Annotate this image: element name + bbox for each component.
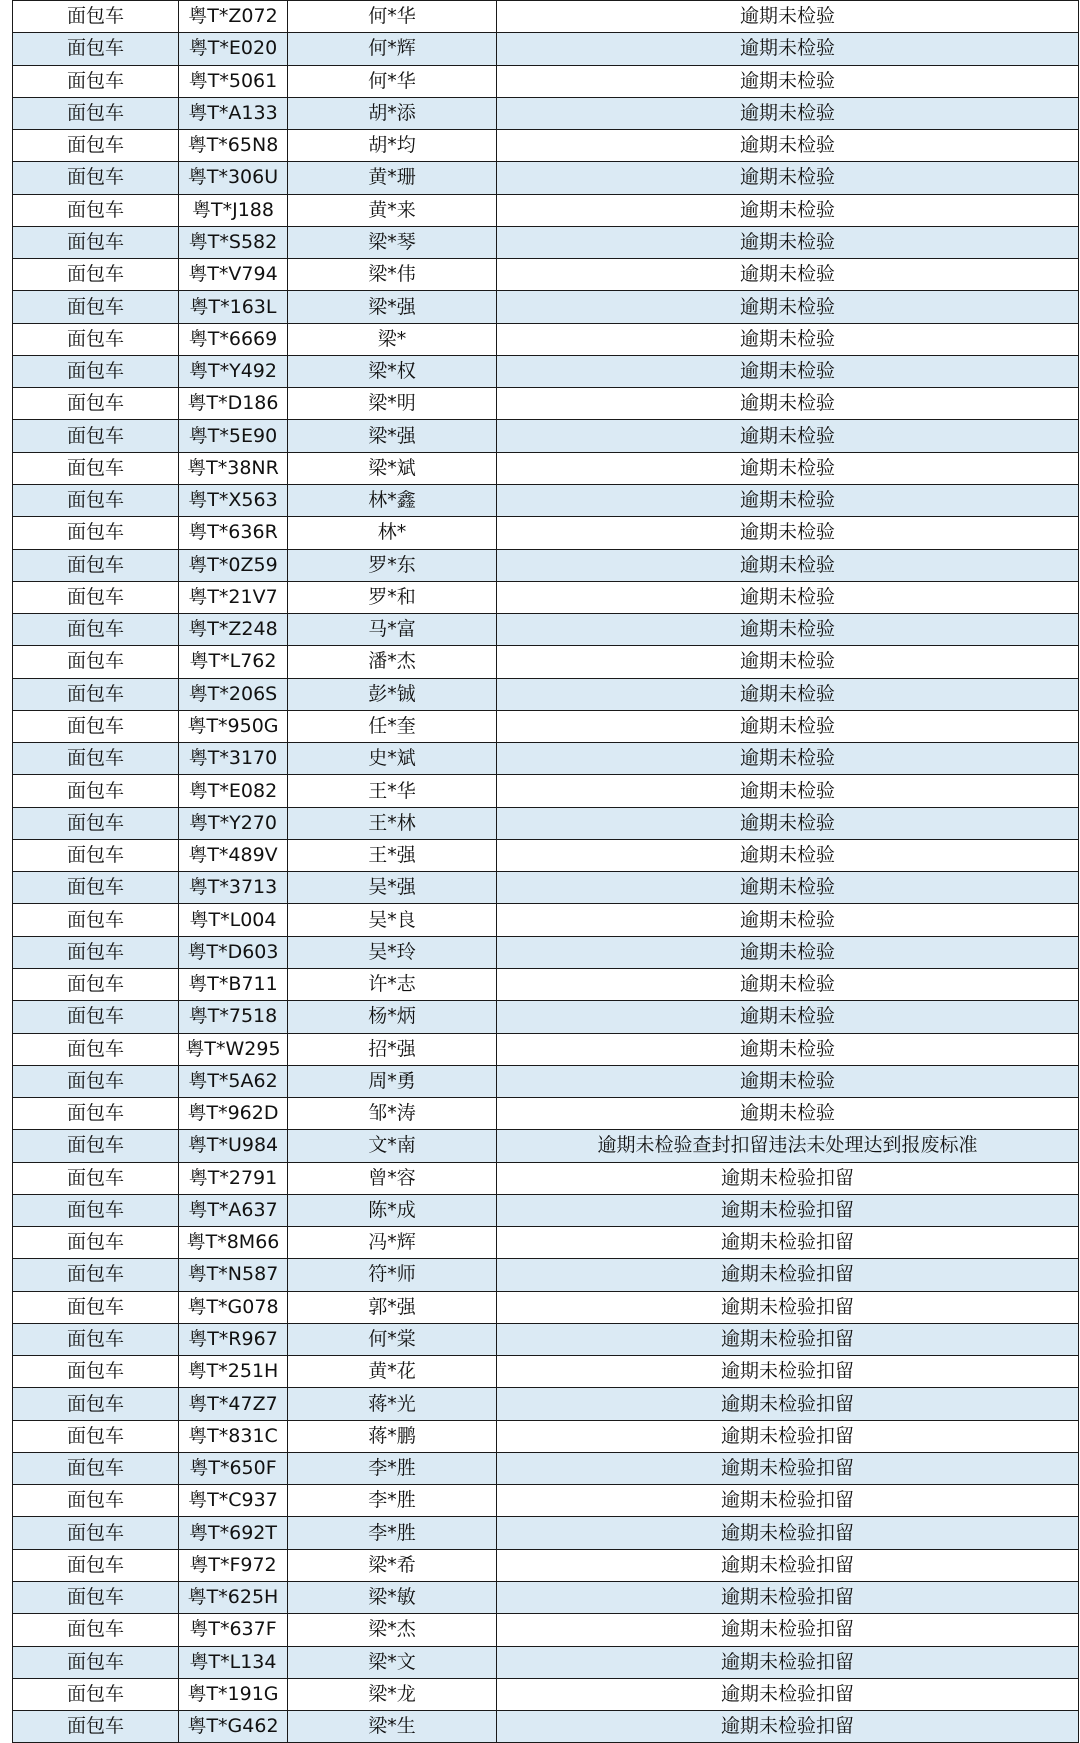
cell-plate-number: 粤T*L004 <box>179 904 288 936</box>
cell-vehicle-type: 面包车 <box>13 1259 179 1291</box>
cell-owner-name: 文*南 <box>288 1130 497 1162</box>
cell-status: 逾期未检验扣留 <box>497 1323 1079 1355</box>
table-row <box>13 904 1079 936</box>
cell-status: 逾期未检验查封扣留违法未处理达到报废标准 <box>497 1130 1079 1162</box>
cell-vehicle-type: 面包车 <box>13 420 179 452</box>
cell-owner-name: 胡*均 <box>288 130 497 162</box>
cell-vehicle-type: 面包车 <box>13 743 179 775</box>
cell-status: 逾期未检验 <box>497 1098 1079 1130</box>
table-row <box>13 807 1079 839</box>
table-row <box>13 646 1079 678</box>
cell-status: 逾期未检验 <box>497 1 1079 33</box>
table-row <box>13 484 1079 516</box>
cell-status: 逾期未检验扣留 <box>497 1356 1079 1388</box>
cell-plate-number: 粤T*X563 <box>179 484 288 516</box>
cell-vehicle-type: 面包车 <box>13 1 179 33</box>
cell-vehicle-type: 面包车 <box>13 1614 179 1646</box>
cell-status: 逾期未检验 <box>497 259 1079 291</box>
cell-status: 逾期未检验 <box>497 388 1079 420</box>
cell-status: 逾期未检验扣留 <box>497 1517 1079 1549</box>
cell-plate-number: 粤T*U984 <box>179 1130 288 1162</box>
cell-owner-name: 梁*琴 <box>288 226 497 258</box>
cell-status: 逾期未检验 <box>497 1065 1079 1097</box>
table-row <box>13 678 1079 710</box>
table-row <box>13 743 1079 775</box>
cell-plate-number: 粤T*Y492 <box>179 355 288 387</box>
cell-vehicle-type: 面包车 <box>13 936 179 968</box>
cell-owner-name: 梁*生 <box>288 1711 497 1743</box>
table-row <box>13 1614 1079 1646</box>
table-row <box>13 323 1079 355</box>
cell-vehicle-type: 面包车 <box>13 1420 179 1452</box>
table-row <box>13 1291 1079 1323</box>
table-row <box>13 1582 1079 1614</box>
cell-status: 逾期未检验 <box>497 904 1079 936</box>
cell-status: 逾期未检验 <box>497 517 1079 549</box>
cell-status: 逾期未检验 <box>497 646 1079 678</box>
cell-owner-name: 黄*来 <box>288 194 497 226</box>
cell-owner-name: 陈*成 <box>288 1194 497 1226</box>
cell-plate-number: 粤T*7518 <box>179 1001 288 1033</box>
table-row <box>13 259 1079 291</box>
cell-status: 逾期未检验 <box>497 194 1079 226</box>
cell-owner-name: 梁*权 <box>288 355 497 387</box>
table-row <box>13 775 1079 807</box>
cell-vehicle-type: 面包车 <box>13 291 179 323</box>
cell-vehicle-type: 面包车 <box>13 162 179 194</box>
cell-status: 逾期未检验 <box>497 452 1079 484</box>
cell-plate-number: 粤T*V794 <box>179 259 288 291</box>
cell-plate-number: 粤T*625H <box>179 1582 288 1614</box>
cell-status: 逾期未检验 <box>497 807 1079 839</box>
table-row <box>13 226 1079 258</box>
cell-vehicle-type: 面包车 <box>13 549 179 581</box>
cell-status: 逾期未检验 <box>497 968 1079 1000</box>
cell-plate-number: 粤T*6669 <box>179 323 288 355</box>
cell-plate-number: 粤T*Y270 <box>179 807 288 839</box>
cell-owner-name: 梁*强 <box>288 420 497 452</box>
cell-plate-number: 粤T*5061 <box>179 65 288 97</box>
cell-owner-name: 李*胜 <box>288 1517 497 1549</box>
cell-status: 逾期未检验 <box>497 291 1079 323</box>
cell-vehicle-type: 面包车 <box>13 97 179 129</box>
cell-owner-name: 王*林 <box>288 807 497 839</box>
table-row <box>13 1517 1079 1549</box>
cell-status: 逾期未检验扣留 <box>497 1227 1079 1259</box>
cell-vehicle-type: 面包车 <box>13 355 179 387</box>
table-row <box>13 1098 1079 1130</box>
cell-plate-number: 粤T*0Z59 <box>179 549 288 581</box>
vehicle-table <box>12 0 1079 1743</box>
cell-vehicle-type: 面包车 <box>13 1388 179 1420</box>
cell-vehicle-type: 面包车 <box>13 130 179 162</box>
table-row <box>13 1033 1079 1065</box>
cell-status: 逾期未检验 <box>497 549 1079 581</box>
cell-owner-name: 潘*杰 <box>288 646 497 678</box>
cell-plate-number: 粤T*R967 <box>179 1323 288 1355</box>
cell-owner-name: 梁*伟 <box>288 259 497 291</box>
table-row <box>13 581 1079 613</box>
cell-owner-name: 何*辉 <box>288 33 497 65</box>
cell-owner-name: 何*华 <box>288 65 497 97</box>
cell-owner-name: 黄*珊 <box>288 162 497 194</box>
cell-vehicle-type: 面包车 <box>13 194 179 226</box>
cell-status: 逾期未检验 <box>497 710 1079 742</box>
cell-vehicle-type: 面包车 <box>13 1194 179 1226</box>
cell-plate-number: 粤T*F972 <box>179 1549 288 1581</box>
cell-vehicle-type: 面包车 <box>13 33 179 65</box>
cell-owner-name: 梁*希 <box>288 1549 497 1581</box>
cell-plate-number: 粤T*191G <box>179 1678 288 1710</box>
cell-status: 逾期未检验 <box>497 678 1079 710</box>
table-row <box>13 130 1079 162</box>
cell-owner-name: 梁*杰 <box>288 1614 497 1646</box>
cell-plate-number: 粤T*W295 <box>179 1033 288 1065</box>
cell-vehicle-type: 面包车 <box>13 1549 179 1581</box>
cell-owner-name: 梁* <box>288 323 497 355</box>
cell-plate-number: 粤T*251H <box>179 1356 288 1388</box>
cell-plate-number: 粤T*962D <box>179 1098 288 1130</box>
cell-vehicle-type: 面包车 <box>13 1485 179 1517</box>
table-row <box>13 1001 1079 1033</box>
cell-plate-number: 粤T*E082 <box>179 775 288 807</box>
cell-status: 逾期未检验 <box>497 872 1079 904</box>
cell-status: 逾期未检验 <box>497 743 1079 775</box>
cell-status: 逾期未检验扣留 <box>497 1452 1079 1484</box>
table-row <box>13 1549 1079 1581</box>
table-row <box>13 1356 1079 1388</box>
cell-status: 逾期未检验 <box>497 33 1079 65</box>
cell-vehicle-type: 面包车 <box>13 1162 179 1194</box>
cell-status: 逾期未检验 <box>497 97 1079 129</box>
cell-plate-number: 粤T*E020 <box>179 33 288 65</box>
cell-vehicle-type: 面包车 <box>13 872 179 904</box>
cell-status: 逾期未检验 <box>497 936 1079 968</box>
cell-status: 逾期未检验扣留 <box>497 1678 1079 1710</box>
table-row <box>13 33 1079 65</box>
cell-plate-number: 粤T*J188 <box>179 194 288 226</box>
cell-status: 逾期未检验扣留 <box>497 1259 1079 1291</box>
table-row <box>13 839 1079 871</box>
cell-owner-name: 林* <box>288 517 497 549</box>
cell-status: 逾期未检验 <box>497 581 1079 613</box>
cell-plate-number: 粤T*306U <box>179 162 288 194</box>
cell-vehicle-type: 面包车 <box>13 1711 179 1743</box>
table-row <box>13 614 1079 646</box>
cell-status: 逾期未检验 <box>497 839 1079 871</box>
cell-owner-name: 马*富 <box>288 614 497 646</box>
cell-plate-number: 粤T*3713 <box>179 872 288 904</box>
cell-vehicle-type: 面包车 <box>13 904 179 936</box>
cell-status: 逾期未检验 <box>497 1001 1079 1033</box>
cell-status: 逾期未检验扣留 <box>497 1420 1079 1452</box>
table-row <box>13 291 1079 323</box>
table-row <box>13 1678 1079 1710</box>
cell-plate-number: 粤T*65N8 <box>179 130 288 162</box>
cell-owner-name: 郭*强 <box>288 1291 497 1323</box>
cell-plate-number: 粤T*D603 <box>179 936 288 968</box>
cell-plate-number: 粤T*L762 <box>179 646 288 678</box>
cell-vehicle-type: 面包车 <box>13 678 179 710</box>
cell-owner-name: 彭*铖 <box>288 678 497 710</box>
cell-plate-number: 粤T*3170 <box>179 743 288 775</box>
cell-status: 逾期未检验扣留 <box>497 1614 1079 1646</box>
cell-owner-name: 林*鑫 <box>288 484 497 516</box>
table-body <box>13 1 1079 1743</box>
cell-plate-number: 粤T*489V <box>179 839 288 871</box>
cell-plate-number: 粤T*636R <box>179 517 288 549</box>
table-row <box>13 1485 1079 1517</box>
table-row <box>13 388 1079 420</box>
table-row <box>13 162 1079 194</box>
cell-owner-name: 李*胜 <box>288 1452 497 1484</box>
cell-plate-number: 粤T*C937 <box>179 1485 288 1517</box>
cell-vehicle-type: 面包车 <box>13 807 179 839</box>
table-row <box>13 1 1079 33</box>
cell-owner-name: 任*奎 <box>288 710 497 742</box>
cell-owner-name: 胡*添 <box>288 97 497 129</box>
cell-owner-name: 吴*良 <box>288 904 497 936</box>
cell-vehicle-type: 面包车 <box>13 968 179 1000</box>
cell-plate-number: 粤T*Z072 <box>179 1 288 33</box>
cell-status: 逾期未检验 <box>497 162 1079 194</box>
table-row <box>13 420 1079 452</box>
cell-plate-number: 粤T*21V7 <box>179 581 288 613</box>
cell-plate-number: 粤T*38NR <box>179 452 288 484</box>
table-row <box>13 1452 1079 1484</box>
cell-vehicle-type: 面包车 <box>13 1001 179 1033</box>
cell-status: 逾期未检验扣留 <box>497 1711 1079 1743</box>
table-row <box>13 355 1079 387</box>
cell-plate-number: 粤T*637F <box>179 1614 288 1646</box>
cell-plate-number: 粤T*5E90 <box>179 420 288 452</box>
cell-status: 逾期未检验 <box>497 323 1079 355</box>
table-row <box>13 549 1079 581</box>
cell-owner-name: 何*棠 <box>288 1323 497 1355</box>
cell-status: 逾期未检验 <box>497 130 1079 162</box>
table-row <box>13 1646 1079 1678</box>
cell-vehicle-type: 面包车 <box>13 1130 179 1162</box>
cell-vehicle-type: 面包车 <box>13 1227 179 1259</box>
cell-vehicle-type: 面包车 <box>13 1452 179 1484</box>
cell-vehicle-type: 面包车 <box>13 259 179 291</box>
cell-vehicle-type: 面包车 <box>13 614 179 646</box>
cell-status: 逾期未检验 <box>497 420 1079 452</box>
cell-plate-number: 粤T*2791 <box>179 1162 288 1194</box>
cell-plate-number: 粤T*G462 <box>179 1711 288 1743</box>
cell-owner-name: 李*胜 <box>288 1485 497 1517</box>
cell-plate-number: 粤T*8M66 <box>179 1227 288 1259</box>
cell-vehicle-type: 面包车 <box>13 1098 179 1130</box>
cell-vehicle-type: 面包车 <box>13 1646 179 1678</box>
table-row <box>13 1259 1079 1291</box>
table-row <box>13 1130 1079 1162</box>
cell-plate-number: 粤T*B711 <box>179 968 288 1000</box>
table-row <box>13 1420 1079 1452</box>
table-row <box>13 710 1079 742</box>
cell-plate-number: 粤T*Z248 <box>179 614 288 646</box>
table-row <box>13 517 1079 549</box>
cell-status: 逾期未检验扣留 <box>497 1162 1079 1194</box>
table-row <box>13 1388 1079 1420</box>
table-row <box>13 452 1079 484</box>
table-row <box>13 1323 1079 1355</box>
cell-plate-number: 粤T*831C <box>179 1420 288 1452</box>
cell-owner-name: 罗*和 <box>288 581 497 613</box>
cell-status: 逾期未检验扣留 <box>497 1291 1079 1323</box>
cell-owner-name: 蒋*光 <box>288 1388 497 1420</box>
table-row <box>13 97 1079 129</box>
cell-owner-name: 冯*辉 <box>288 1227 497 1259</box>
cell-vehicle-type: 面包车 <box>13 226 179 258</box>
table-row <box>13 1227 1079 1259</box>
cell-vehicle-type: 面包车 <box>13 388 179 420</box>
cell-status: 逾期未检验 <box>497 775 1079 807</box>
cell-owner-name: 黄*花 <box>288 1356 497 1388</box>
cell-vehicle-type: 面包车 <box>13 775 179 807</box>
cell-status: 逾期未检验 <box>497 614 1079 646</box>
cell-owner-name: 梁*斌 <box>288 452 497 484</box>
cell-plate-number: 粤T*950G <box>179 710 288 742</box>
cell-status: 逾期未检验扣留 <box>497 1582 1079 1614</box>
cell-vehicle-type: 面包车 <box>13 1323 179 1355</box>
cell-owner-name: 邹*涛 <box>288 1098 497 1130</box>
cell-owner-name: 史*斌 <box>288 743 497 775</box>
cell-vehicle-type: 面包车 <box>13 581 179 613</box>
cell-plate-number: 粤T*650F <box>179 1452 288 1484</box>
cell-vehicle-type: 面包车 <box>13 323 179 355</box>
cell-owner-name: 曾*容 <box>288 1162 497 1194</box>
table-row <box>13 1162 1079 1194</box>
cell-plate-number: 粤T*163L <box>179 291 288 323</box>
cell-status: 逾期未检验扣留 <box>497 1485 1079 1517</box>
cell-plate-number: 粤T*206S <box>179 678 288 710</box>
cell-vehicle-type: 面包车 <box>13 1582 179 1614</box>
cell-owner-name: 梁*龙 <box>288 1678 497 1710</box>
table-row <box>13 194 1079 226</box>
cell-vehicle-type: 面包车 <box>13 517 179 549</box>
cell-owner-name: 许*志 <box>288 968 497 1000</box>
cell-owner-name: 招*强 <box>288 1033 497 1065</box>
cell-owner-name: 梁*敏 <box>288 1582 497 1614</box>
cell-owner-name: 周*勇 <box>288 1065 497 1097</box>
cell-vehicle-type: 面包车 <box>13 1356 179 1388</box>
cell-status: 逾期未检验扣留 <box>497 1646 1079 1678</box>
cell-vehicle-type: 面包车 <box>13 484 179 516</box>
cell-status: 逾期未检验 <box>497 226 1079 258</box>
table-row <box>13 65 1079 97</box>
cell-vehicle-type: 面包车 <box>13 1517 179 1549</box>
cell-owner-name: 杨*炳 <box>288 1001 497 1033</box>
cell-plate-number: 粤T*5A62 <box>179 1065 288 1097</box>
cell-owner-name: 王*强 <box>288 839 497 871</box>
cell-status: 逾期未检验 <box>497 1033 1079 1065</box>
cell-owner-name: 吴*强 <box>288 872 497 904</box>
cell-owner-name: 何*华 <box>288 1 497 33</box>
cell-vehicle-type: 面包车 <box>13 1678 179 1710</box>
cell-plate-number: 粤T*D186 <box>179 388 288 420</box>
cell-vehicle-type: 面包车 <box>13 710 179 742</box>
cell-plate-number: 粤T*N587 <box>179 1259 288 1291</box>
cell-status: 逾期未检验扣留 <box>497 1549 1079 1581</box>
cell-vehicle-type: 面包车 <box>13 1065 179 1097</box>
cell-plate-number: 粤T*L134 <box>179 1646 288 1678</box>
cell-owner-name: 王*华 <box>288 775 497 807</box>
cell-owner-name: 符*师 <box>288 1259 497 1291</box>
cell-status: 逾期未检验扣留 <box>497 1194 1079 1226</box>
cell-plate-number: 粤T*S582 <box>179 226 288 258</box>
table-row <box>13 1711 1079 1743</box>
cell-vehicle-type: 面包车 <box>13 65 179 97</box>
cell-owner-name: 梁*明 <box>288 388 497 420</box>
cell-vehicle-type: 面包车 <box>13 646 179 678</box>
cell-vehicle-type: 面包车 <box>13 839 179 871</box>
table-row <box>13 968 1079 1000</box>
cell-vehicle-type: 面包车 <box>13 1033 179 1065</box>
cell-plate-number: 粤T*47Z7 <box>179 1388 288 1420</box>
cell-plate-number: 粤T*G078 <box>179 1291 288 1323</box>
cell-status: 逾期未检验 <box>497 65 1079 97</box>
table-row <box>13 872 1079 904</box>
cell-owner-name: 梁*文 <box>288 1646 497 1678</box>
cell-plate-number: 粤T*A637 <box>179 1194 288 1226</box>
cell-owner-name: 吴*玲 <box>288 936 497 968</box>
table-row <box>13 1065 1079 1097</box>
table-row <box>13 1194 1079 1226</box>
cell-owner-name: 蒋*鹏 <box>288 1420 497 1452</box>
cell-owner-name: 罗*东 <box>288 549 497 581</box>
cell-status: 逾期未检验扣留 <box>497 1388 1079 1420</box>
cell-owner-name: 梁*强 <box>288 291 497 323</box>
table-row <box>13 936 1079 968</box>
cell-plate-number: 粤T*A133 <box>179 97 288 129</box>
cell-vehicle-type: 面包车 <box>13 452 179 484</box>
cell-vehicle-type: 面包车 <box>13 1291 179 1323</box>
cell-plate-number: 粤T*692T <box>179 1517 288 1549</box>
cell-status: 逾期未检验 <box>497 484 1079 516</box>
cell-status: 逾期未检验 <box>497 355 1079 387</box>
